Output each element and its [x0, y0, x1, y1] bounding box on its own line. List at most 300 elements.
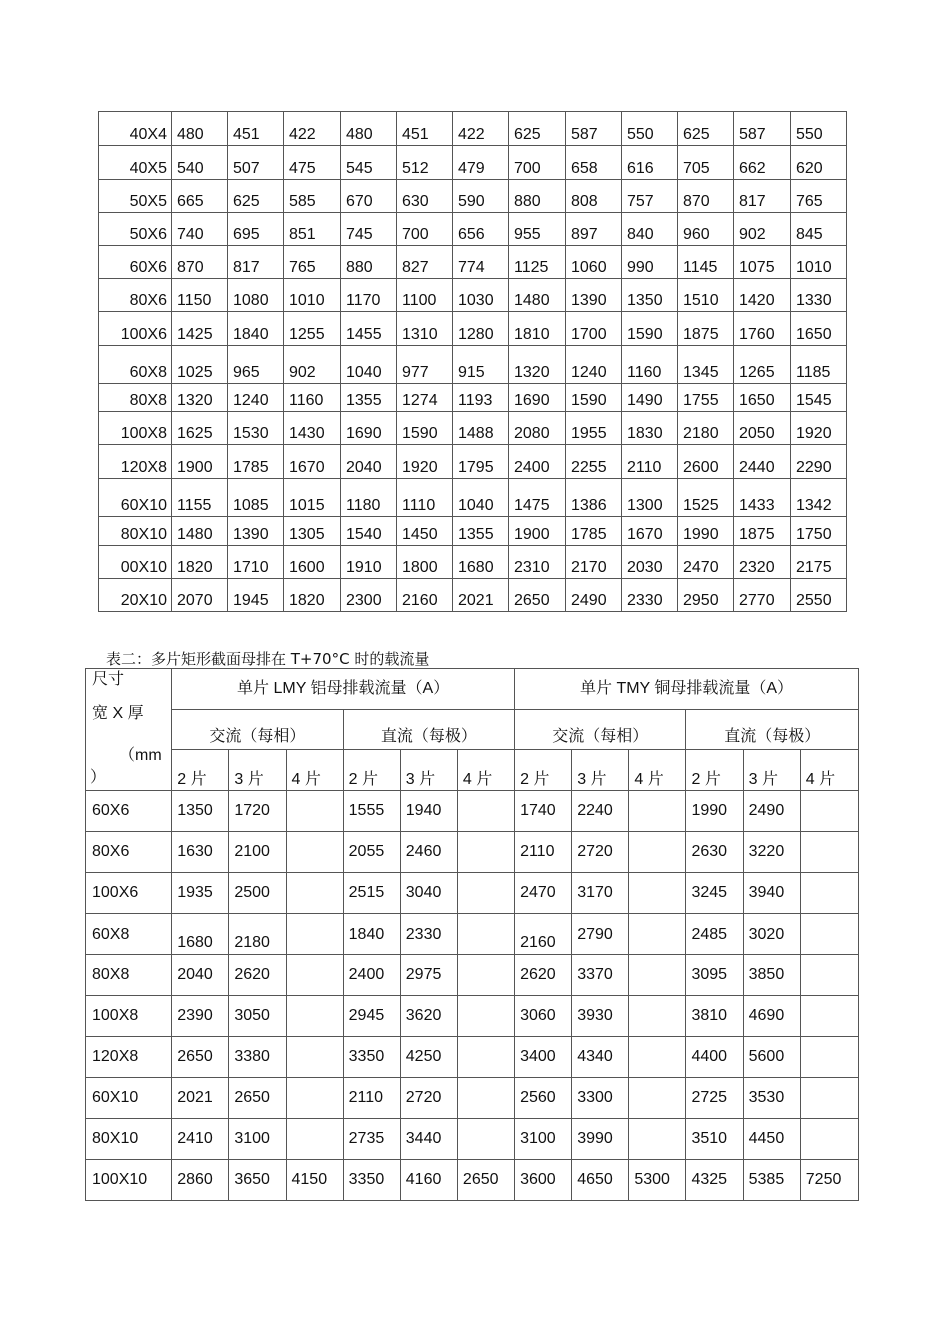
table-row [99, 346, 847, 384]
value-cell: 3940 [743, 873, 800, 914]
value-cell: 3510 [686, 1119, 743, 1160]
value-cell: 1390 [566, 279, 622, 312]
size-cell: 100X8 [86, 996, 172, 1037]
size-cell: 60X8 [99, 346, 172, 384]
size-cell: 100X8 [99, 412, 172, 445]
value-cell: 1625 [172, 412, 228, 445]
piece-count-header: 4 片 [629, 750, 686, 791]
value-cell: 1630 [172, 832, 229, 873]
piece-count-header: 3 片 [229, 750, 286, 791]
value-cell: 1475 [509, 479, 566, 517]
value-cell: 630 [397, 180, 453, 213]
value-cell [286, 914, 343, 955]
table-row [86, 873, 859, 914]
value-cell: 2040 [341, 445, 397, 479]
value-cell: 1680 [172, 914, 229, 955]
value-cell [286, 996, 343, 1037]
value-cell: 1710 [228, 546, 284, 579]
value-cell: 451 [397, 112, 453, 146]
value-cell: 1420 [734, 279, 791, 312]
value-cell: 1900 [172, 445, 228, 479]
value-cell: 1875 [678, 312, 734, 346]
value-cell: 2650 [457, 1160, 514, 1201]
value-cell: 902 [284, 346, 341, 384]
value-cell: 1193 [453, 384, 509, 412]
value-cell: 1760 [734, 312, 791, 346]
size-cell: 120X8 [99, 445, 172, 479]
value-cell: 2110 [622, 445, 678, 479]
value-cell: 656 [453, 213, 509, 246]
table-row [99, 517, 847, 546]
value-cell: 1955 [566, 412, 622, 445]
value-cell [457, 955, 514, 996]
dc-header: 直流（每极） [343, 710, 514, 750]
value-cell: 2400 [509, 445, 566, 479]
value-cell: 1040 [341, 346, 397, 384]
size-cell: 40X5 [99, 146, 172, 180]
value-cell: 3050 [229, 996, 286, 1037]
size-cell: 80X6 [86, 832, 172, 873]
value-cell: 670 [341, 180, 397, 213]
value-cell: 1320 [509, 346, 566, 384]
value-cell: 880 [341, 246, 397, 279]
value-cell: 550 [791, 112, 847, 146]
value-cell: 2175 [791, 546, 847, 579]
value-cell [800, 1037, 858, 1078]
value-cell: 2600 [678, 445, 734, 479]
value-cell: 870 [678, 180, 734, 213]
value-cell: 1425 [172, 312, 228, 346]
value-cell [286, 791, 343, 832]
value-cell: 3020 [743, 914, 800, 955]
value-cell [457, 996, 514, 1037]
piece-count-header: 4 片 [800, 750, 858, 791]
table-row [99, 213, 847, 246]
value-cell [800, 996, 858, 1037]
value-cell: 817 [734, 180, 791, 213]
value-cell: 1785 [566, 517, 622, 546]
value-cell: 1305 [284, 517, 341, 546]
value-cell: 620 [791, 146, 847, 180]
value-cell: 840 [622, 213, 678, 246]
size-cell: 60X8 [86, 914, 172, 955]
size-cell: 20X10 [99, 579, 172, 612]
value-cell: 3220 [743, 832, 800, 873]
value-cell: 616 [622, 146, 678, 180]
value-cell: 540 [172, 146, 228, 180]
ac-header: 交流（每相） [515, 710, 686, 750]
value-cell: 2500 [229, 873, 286, 914]
value-cell: 2110 [343, 1078, 400, 1119]
value-cell: 1488 [453, 412, 509, 445]
value-cell: 4450 [743, 1119, 800, 1160]
value-cell [800, 1078, 858, 1119]
value-cell: 4690 [743, 996, 800, 1037]
piece-count-header: 3 片 [400, 750, 457, 791]
value-cell: 1990 [678, 517, 734, 546]
piece-count-header: 2 片 [686, 750, 743, 791]
value-cell: 1160 [284, 384, 341, 412]
value-cell: 1700 [566, 312, 622, 346]
size-label-line: 尺寸 [92, 671, 125, 688]
value-cell: 451 [228, 112, 284, 146]
value-cell: 2180 [229, 914, 286, 955]
value-cell: 1450 [397, 517, 453, 546]
value-cell: 5385 [743, 1160, 800, 1201]
value-cell: 1920 [397, 445, 453, 479]
size-cell: 100X6 [86, 873, 172, 914]
value-cell [286, 1037, 343, 1078]
value-cell [800, 791, 858, 832]
value-cell: 3245 [686, 873, 743, 914]
value-cell: 625 [228, 180, 284, 213]
table-row [86, 791, 859, 832]
value-cell: 2320 [734, 546, 791, 579]
value-cell: 2021 [453, 579, 509, 612]
value-cell: 2735 [343, 1119, 400, 1160]
value-cell: 2410 [172, 1119, 229, 1160]
value-cell: 1740 [515, 791, 572, 832]
current-table-2 [85, 668, 859, 1201]
value-cell: 1145 [678, 246, 734, 279]
value-cell [457, 1037, 514, 1078]
value-cell: 757 [622, 180, 678, 213]
size-cell: 60X10 [99, 479, 172, 517]
value-cell: 1530 [228, 412, 284, 445]
value-cell: 2330 [622, 579, 678, 612]
value-cell: 3440 [400, 1119, 457, 1160]
value-cell: 2460 [400, 832, 457, 873]
value-cell: 2620 [229, 955, 286, 996]
value-cell: 2180 [678, 412, 734, 445]
piece-count-header: 3 片 [572, 750, 629, 791]
value-cell: 955 [509, 213, 566, 246]
value-cell: 695 [228, 213, 284, 246]
table-row [99, 412, 847, 445]
value-cell: 2390 [172, 996, 229, 1037]
value-cell: 1670 [284, 445, 341, 479]
value-cell: 2515 [343, 873, 400, 914]
dc-header: 直流（每极） [686, 710, 859, 750]
value-cell: 3350 [343, 1037, 400, 1078]
value-cell: 3350 [343, 1160, 400, 1201]
size-cell: 60X6 [99, 246, 172, 279]
value-cell: 2160 [397, 579, 453, 612]
value-cell: 480 [172, 112, 228, 146]
value-cell: 1433 [734, 479, 791, 517]
value-cell [629, 1037, 686, 1078]
table-row [86, 832, 859, 873]
value-cell [800, 873, 858, 914]
value-cell: 1060 [566, 246, 622, 279]
value-cell: 2400 [343, 955, 400, 996]
value-cell: 2630 [686, 832, 743, 873]
value-cell: 2860 [172, 1160, 229, 1201]
table-row [86, 1119, 859, 1160]
value-cell: 585 [284, 180, 341, 213]
value-cell: 2055 [343, 832, 400, 873]
value-cell: 1455 [341, 312, 397, 346]
value-cell: 1690 [509, 384, 566, 412]
value-cell: 545 [341, 146, 397, 180]
value-cell: 3170 [572, 873, 629, 914]
value-cell: 2650 [172, 1037, 229, 1078]
value-cell: 2030 [622, 546, 678, 579]
size-cell: 80X8 [99, 384, 172, 412]
value-cell: 2650 [509, 579, 566, 612]
piece-count-header: 3 片 [743, 750, 800, 791]
value-cell: 3650 [229, 1160, 286, 1201]
value-cell: 1010 [284, 279, 341, 312]
value-cell: 4400 [686, 1037, 743, 1078]
value-cell [629, 873, 686, 914]
value-cell: 1935 [172, 873, 229, 914]
value-cell: 1945 [228, 579, 284, 612]
value-cell: 1025 [172, 346, 228, 384]
value-cell [457, 914, 514, 955]
value-cell: 2310 [509, 546, 566, 579]
table-row [99, 146, 847, 180]
value-cell [286, 873, 343, 914]
value-cell: 662 [734, 146, 791, 180]
value-cell: 808 [566, 180, 622, 213]
value-cell [286, 1078, 343, 1119]
value-cell: 965 [228, 346, 284, 384]
value-cell: 1755 [678, 384, 734, 412]
value-cell: 1100 [397, 279, 453, 312]
value-cell: 658 [566, 146, 622, 180]
value-cell: 1345 [678, 346, 734, 384]
value-cell [800, 914, 858, 955]
value-cell: 590 [453, 180, 509, 213]
size-cell: 50X6 [99, 213, 172, 246]
value-cell: 774 [453, 246, 509, 279]
value-cell: 4150 [286, 1160, 343, 1201]
table-row [99, 579, 847, 612]
value-cell: 2080 [509, 412, 566, 445]
value-cell: 2945 [343, 996, 400, 1037]
value-cell: 2720 [572, 832, 629, 873]
value-cell: 1350 [172, 791, 229, 832]
value-cell: 1320 [172, 384, 228, 412]
piece-count-header: 2 片 [515, 750, 572, 791]
value-cell: 1820 [172, 546, 228, 579]
value-cell: 2470 [515, 873, 572, 914]
table-row [86, 955, 859, 996]
value-cell: 1590 [566, 384, 622, 412]
value-cell: 827 [397, 246, 453, 279]
value-cell: 2110 [515, 832, 572, 873]
value-cell: 1265 [734, 346, 791, 384]
piece-count-header: 2 片 [172, 750, 229, 791]
value-cell: 765 [791, 180, 847, 213]
size-cell: 80X10 [86, 1119, 172, 1160]
piece-count-header: 4 片 [457, 750, 514, 791]
value-cell: 1830 [622, 412, 678, 445]
value-cell [457, 1078, 514, 1119]
value-cell: 2490 [566, 579, 622, 612]
value-cell: 2790 [572, 914, 629, 955]
value-cell: 4160 [400, 1160, 457, 1201]
value-cell: 1510 [678, 279, 734, 312]
table-row [99, 384, 847, 412]
value-cell: 1840 [343, 914, 400, 955]
value-cell: 2650 [229, 1078, 286, 1119]
value-cell [457, 832, 514, 873]
value-cell: 2470 [678, 546, 734, 579]
value-cell: 625 [678, 112, 734, 146]
size-cell: 40X4 [99, 112, 172, 146]
value-cell: 2300 [341, 579, 397, 612]
size-cell: 60X10 [86, 1078, 172, 1119]
value-cell: 1085 [228, 479, 284, 517]
value-cell: 3060 [515, 996, 572, 1037]
value-cell: 1795 [453, 445, 509, 479]
piece-count-header: 2 片 [343, 750, 400, 791]
value-cell: 3100 [515, 1119, 572, 1160]
value-cell: 625 [509, 112, 566, 146]
table-row [99, 112, 847, 146]
value-cell: 1540 [341, 517, 397, 546]
value-cell: 1480 [509, 279, 566, 312]
table-row [99, 246, 847, 279]
value-cell: 1185 [791, 346, 847, 384]
value-cell: 1480 [172, 517, 228, 546]
value-cell [800, 955, 858, 996]
value-cell: 1650 [734, 384, 791, 412]
value-cell [800, 832, 858, 873]
table-row [99, 445, 847, 479]
value-cell: 1110 [397, 479, 453, 517]
value-cell: 3300 [572, 1078, 629, 1119]
value-cell: 5300 [629, 1160, 686, 1201]
value-cell: 870 [172, 246, 228, 279]
value-cell: 587 [566, 112, 622, 146]
value-cell: 2290 [791, 445, 847, 479]
value-cell: 2021 [172, 1078, 229, 1119]
value-cell: 1160 [622, 346, 678, 384]
table-row [86, 1037, 859, 1078]
value-cell: 700 [397, 213, 453, 246]
aluminum-group-header: 单片 LMY 铝母排载流量（A） [172, 669, 515, 710]
value-cell: 3380 [229, 1037, 286, 1078]
value-cell: 1155 [172, 479, 228, 517]
value-cell: 897 [566, 213, 622, 246]
value-cell: 1690 [341, 412, 397, 445]
value-cell: 1030 [453, 279, 509, 312]
size-cell: 80X6 [99, 279, 172, 312]
value-cell: 1840 [228, 312, 284, 346]
value-cell: 1150 [172, 279, 228, 312]
value-cell: 1800 [397, 546, 453, 579]
value-cell: 4650 [572, 1160, 629, 1201]
value-cell: 512 [397, 146, 453, 180]
value-cell: 2950 [678, 579, 734, 612]
value-cell: 1430 [284, 412, 341, 445]
value-cell: 1940 [400, 791, 457, 832]
value-cell: 1274 [397, 384, 453, 412]
value-cell [629, 955, 686, 996]
value-cell: 3400 [515, 1037, 572, 1078]
value-cell [286, 832, 343, 873]
value-cell: 1240 [566, 346, 622, 384]
value-cell [457, 791, 514, 832]
size-cell: 80X8 [86, 955, 172, 996]
value-cell: 3100 [229, 1119, 286, 1160]
value-cell: 1600 [284, 546, 341, 579]
size-label-line: ） [90, 769, 107, 786]
value-cell: 1875 [734, 517, 791, 546]
value-cell: 1590 [397, 412, 453, 445]
value-cell: 3620 [400, 996, 457, 1037]
value-cell: 1240 [228, 384, 284, 412]
value-cell: 3850 [743, 955, 800, 996]
value-cell: 550 [622, 112, 678, 146]
value-cell: 1555 [343, 791, 400, 832]
value-cell: 422 [453, 112, 509, 146]
value-cell: 3370 [572, 955, 629, 996]
value-cell: 1650 [791, 312, 847, 346]
value-cell [629, 1078, 686, 1119]
value-cell [629, 832, 686, 873]
value-cell: 4325 [686, 1160, 743, 1201]
size-cell: 60X6 [86, 791, 172, 832]
value-cell: 902 [734, 213, 791, 246]
value-cell: 2070 [172, 579, 228, 612]
value-cell: 4250 [400, 1037, 457, 1078]
value-cell: 587 [734, 112, 791, 146]
value-cell: 2440 [734, 445, 791, 479]
size-cell: 80X10 [99, 517, 172, 546]
table-row [99, 279, 847, 312]
value-cell: 2330 [400, 914, 457, 955]
value-cell: 845 [791, 213, 847, 246]
value-cell: 2240 [572, 791, 629, 832]
value-cell: 1820 [284, 579, 341, 612]
value-cell: 880 [509, 180, 566, 213]
size-cell: 50X5 [99, 180, 172, 213]
current-table-1 [98, 111, 847, 612]
value-cell: 1040 [453, 479, 509, 517]
value-cell: 1080 [228, 279, 284, 312]
value-cell: 1990 [686, 791, 743, 832]
ac-header: 交流（每相） [172, 710, 343, 750]
value-cell: 1350 [622, 279, 678, 312]
value-cell: 1670 [622, 517, 678, 546]
value-cell [457, 873, 514, 914]
value-cell: 1125 [509, 246, 566, 279]
value-cell: 960 [678, 213, 734, 246]
value-cell: 1330 [791, 279, 847, 312]
piece-count-header: 4 片 [286, 750, 343, 791]
value-cell: 2725 [686, 1078, 743, 1119]
table-row [86, 914, 859, 955]
value-cell: 1386 [566, 479, 622, 517]
value-cell [629, 1119, 686, 1160]
table-row [86, 1160, 859, 1201]
table-row [86, 996, 859, 1037]
value-cell: 1170 [341, 279, 397, 312]
value-cell: 1910 [341, 546, 397, 579]
value-cell: 3930 [572, 996, 629, 1037]
value-cell: 1545 [791, 384, 847, 412]
size-label-line: （mm [119, 747, 162, 764]
value-cell: 3810 [686, 996, 743, 1037]
value-cell: 1310 [397, 312, 453, 346]
value-cell: 2255 [566, 445, 622, 479]
size-cell: 120X8 [86, 1037, 172, 1078]
value-cell: 1255 [284, 312, 341, 346]
